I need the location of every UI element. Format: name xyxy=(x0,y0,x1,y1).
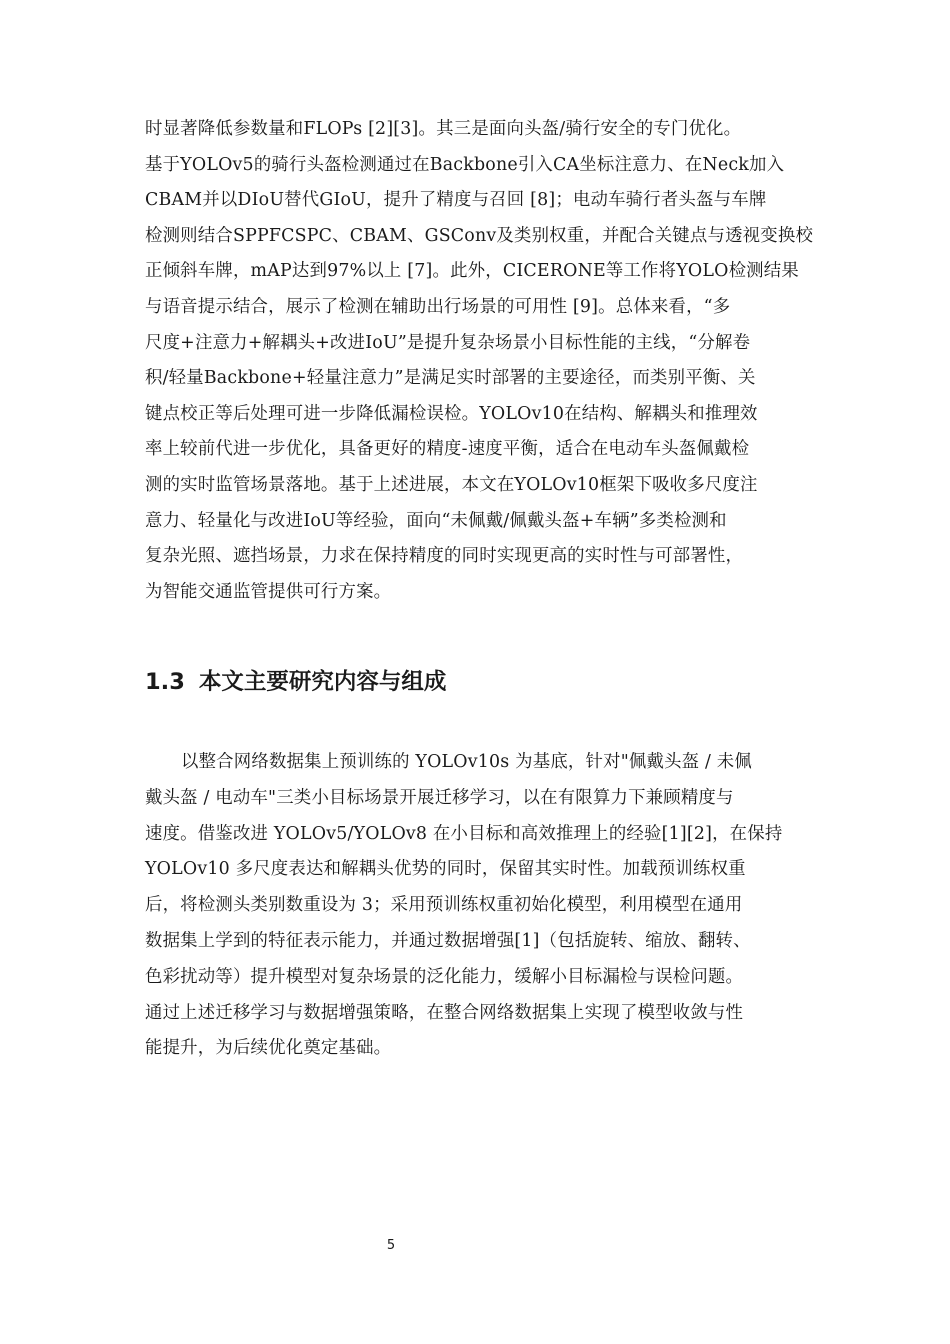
paragraph-research-content xyxy=(145,745,815,1067)
text-line: 测的实时监管场景落地。基于上述进展，本文在YOLOv10框架下吸收多尺度注 xyxy=(145,474,758,495)
section-number: 1.3 xyxy=(145,669,185,695)
paragraph-related-work xyxy=(145,112,815,610)
text-line: 能提升，为后续优化奠定基础。 xyxy=(145,1038,392,1059)
text-line: 键点校正等后处理可进一步降低漏检误检。YOLOv10在结构、解耦头和推理效 xyxy=(145,403,758,424)
text-line: 与语音提示结合，展示了检测在辅助出行场景的可用性 [9]。总体来看，“多 xyxy=(145,296,731,317)
text-line: 数据集上学到的特征表示能力，并通过数据增强[1]（包括旋转、缩放、翻转、 xyxy=(145,930,751,951)
text-line: 尺度+注意力+解耦头+改进IoU”是提升复杂场景小目标性能的主线，“分解卷 xyxy=(145,332,751,353)
text-line: 以整合网络数据集上预训练的 YOLOv10s 为基底，针对"佩戴头盔 / 未佩 xyxy=(181,752,752,772)
section-title: 本文主要研究内容与组成 xyxy=(198,669,447,695)
text-line: 意力、轻量化与改进IoU等经验，面向“未佩戴/佩戴头盔+车辆”多类检测和 xyxy=(145,510,727,531)
text-line: 戴头盔 / 电动车"三类小目标场景开展迁移学习，以在有限算力下兼顾精度与 xyxy=(145,787,734,808)
text-line: 正倾斜车牌，mAP达到97%以上 [7]。此外，CICERONE等工作将YOLO检测结果 xyxy=(145,261,799,282)
text-line: YOLOv10 多尺度表达和解耦头优势的同时，保留其实时性。加载预训练权重 xyxy=(145,859,746,880)
text-line: CBAM并以DIoU替代GIoU，提升了精度与召回 [8]；电动车骑行者头盔与车牌 xyxy=(145,190,767,211)
text-line: 后，将检测头类别数重设为 3；采用预训练权重初始化模型，利用模型在通用 xyxy=(145,895,743,916)
text-line: 积/轻量Backbone+轻量注意力”是满足实时部署的主要途径，而类别平衡、关 xyxy=(145,368,756,389)
text-line: 检测则结合SPPFCSPC、CBAM、GSConv及类别权重，并配合关键点与透视变换校 xyxy=(145,225,814,246)
section-heading xyxy=(145,662,446,702)
text-line: 色彩扰动等）提升模型对复杂场景的泛化能力，缓解小目标漏检与误检问题。 xyxy=(145,966,744,987)
text-line: 为智能交通监管提供可行方案。 xyxy=(145,581,392,602)
text-line: 时显著降低参数量和FLOPs [2][3]。其三是面向头盔/骑行安全的专门优化。 xyxy=(145,119,742,139)
page-number-footer xyxy=(0,1238,950,1253)
text-line: 率上较前代进一步优化，具备更好的精度-速度平衡，适合在电动车头盔佩戴检 xyxy=(145,439,750,460)
text-line: 速度。借鉴改进 YOLOv5/YOLOv8 在小目标和高效推理上的经验[1][2]，在保持 xyxy=(145,823,783,844)
text-line: 复杂光照、遮挡场景，力求在保持精度的同时实现更高的实时性与可部署性， xyxy=(145,546,744,567)
text-line: 基于YOLOv5的骑行头盔检测通过在Backbone引入CA坐标注意力、在Neck加入 xyxy=(145,154,785,175)
text-line: 通过上述迁移学习与数据增强策略，在整合网络数据集上实现了模型收敛与性 xyxy=(145,1002,744,1023)
page-number: 5 xyxy=(386,1238,396,1253)
